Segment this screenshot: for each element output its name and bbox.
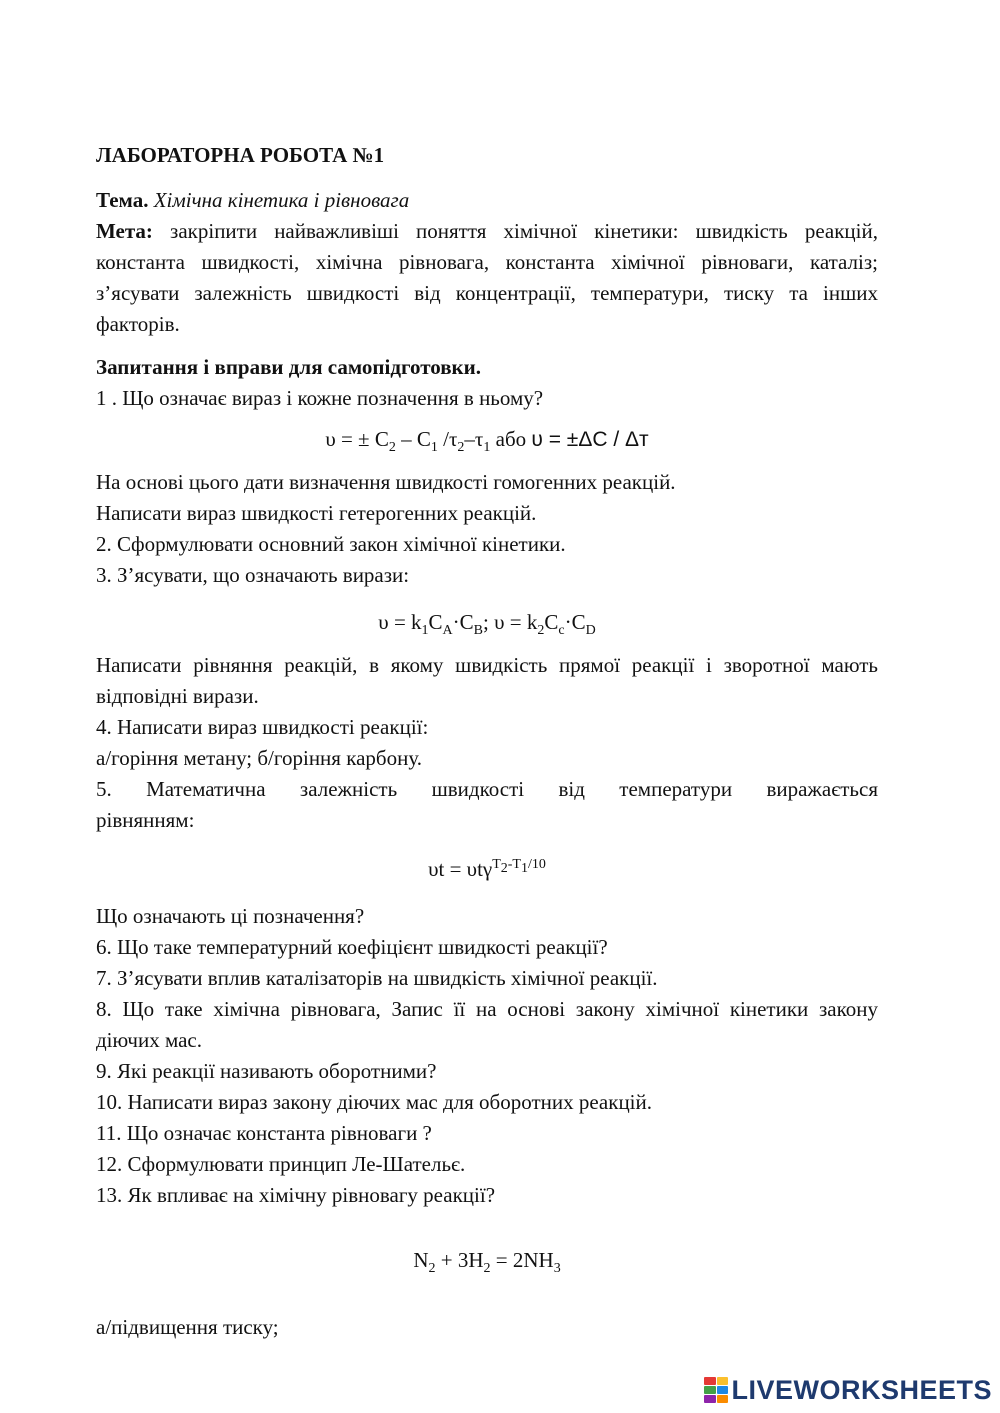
goal-paragraph xyxy=(96,216,878,340)
topic-label: Тема. xyxy=(96,188,149,212)
formula-rate-definition: υ = ± $C_2 - C_1$ $/\tau_2-\tau_1$ або υ = ±ΔC / Δт xyxy=(325,427,649,456)
forward-reverse-text: Написати рівняння реакцій, в якому швидкість прямої реакції і зворотної мають відповідні вирази. xyxy=(96,653,878,708)
formula-rate-law: $\upsilon = k_1C_A\cdot C_B$; $\upsilon = k_2C_c\cdot C_D$ xyxy=(378,610,596,639)
question-1: 1 . Що означає вираз і кожне позначення в ньому? xyxy=(96,386,544,410)
liveworksheets-logo[interactable] xyxy=(704,1375,992,1405)
document-page xyxy=(96,140,878,1343)
section-title: Запитання і вправи для самопідготовки. xyxy=(96,355,482,379)
text-line: Що означають ці позначення? xyxy=(96,904,365,928)
question-5: 5. Математична залежність швидкості від температури виражається xyxy=(96,777,878,801)
formula-vant-hoff: υt = υtγ$^{T_2-T_1/10}$ xyxy=(428,857,546,881)
text-line: а/горіння метану; б/горіння карбону. xyxy=(96,746,422,770)
text-line: а/підвищення тиску; xyxy=(96,1315,279,1339)
question-7: 7. З’ясувати вплив каталізаторів на швидкість хімічної реакції. xyxy=(96,966,658,990)
topic-line xyxy=(96,185,878,216)
question-12: 12. Сформулювати принцип Ле-Шательє. xyxy=(96,1152,466,1176)
formula-ammonia-synthesis: $N_2 + 3H_2 = 2NH_3$ xyxy=(413,1248,561,1277)
goal-text: закріпити найважливіші поняття хімічної кінетики: швидкість реакцій, константа швидкості, хімічна рівновага, константа хімічної рівноваги, каталіз; з’ясувати залежність швидкості від концентрації, температури, тиску та інших факторів. xyxy=(96,219,878,336)
question-11: 11. Що означає константа рівноваги ? xyxy=(96,1121,432,1145)
question-4: 4. Написати вираз швидкості реакції: xyxy=(96,715,429,739)
question-6: 6. Що таке температурний коефіцієнт швидкості реакції? xyxy=(96,935,608,959)
question-3: 3. З’ясувати, що означають вирази: xyxy=(96,563,410,587)
question-9: 9. Які реакції називають оборотними? xyxy=(96,1059,437,1083)
goal-label: Мета: xyxy=(96,219,153,243)
text-line: На основі цього дати визначення швидкості гомогенних реакцій. xyxy=(96,470,676,494)
text-line: рівнянням: xyxy=(96,808,195,832)
question-13: 13. Як впливає на хімічну рівновагу реакції? xyxy=(96,1183,496,1207)
question-2: 2. Сформулювати основний закон хімічної кінетики. xyxy=(96,532,566,556)
text-line: Написати вираз швидкості гетерогенних реакцій. xyxy=(96,501,537,525)
logo-text: LIVEWORKSHEETS xyxy=(731,1374,992,1405)
lab-title: ЛАБОРАТОРНА РОБОТА №1 xyxy=(96,143,385,167)
question-10: 10. Написати вираз закону діючих мас для оборотних реакцій. xyxy=(96,1090,653,1114)
topic-text: Хімічна кінетика і рівновага xyxy=(153,188,410,212)
question-8: 8. Що таке хімічна рівновага, Запис її на основі закону хімічної кінетики закону діючих мас. xyxy=(96,997,878,1052)
logo-icon xyxy=(704,1377,728,1403)
